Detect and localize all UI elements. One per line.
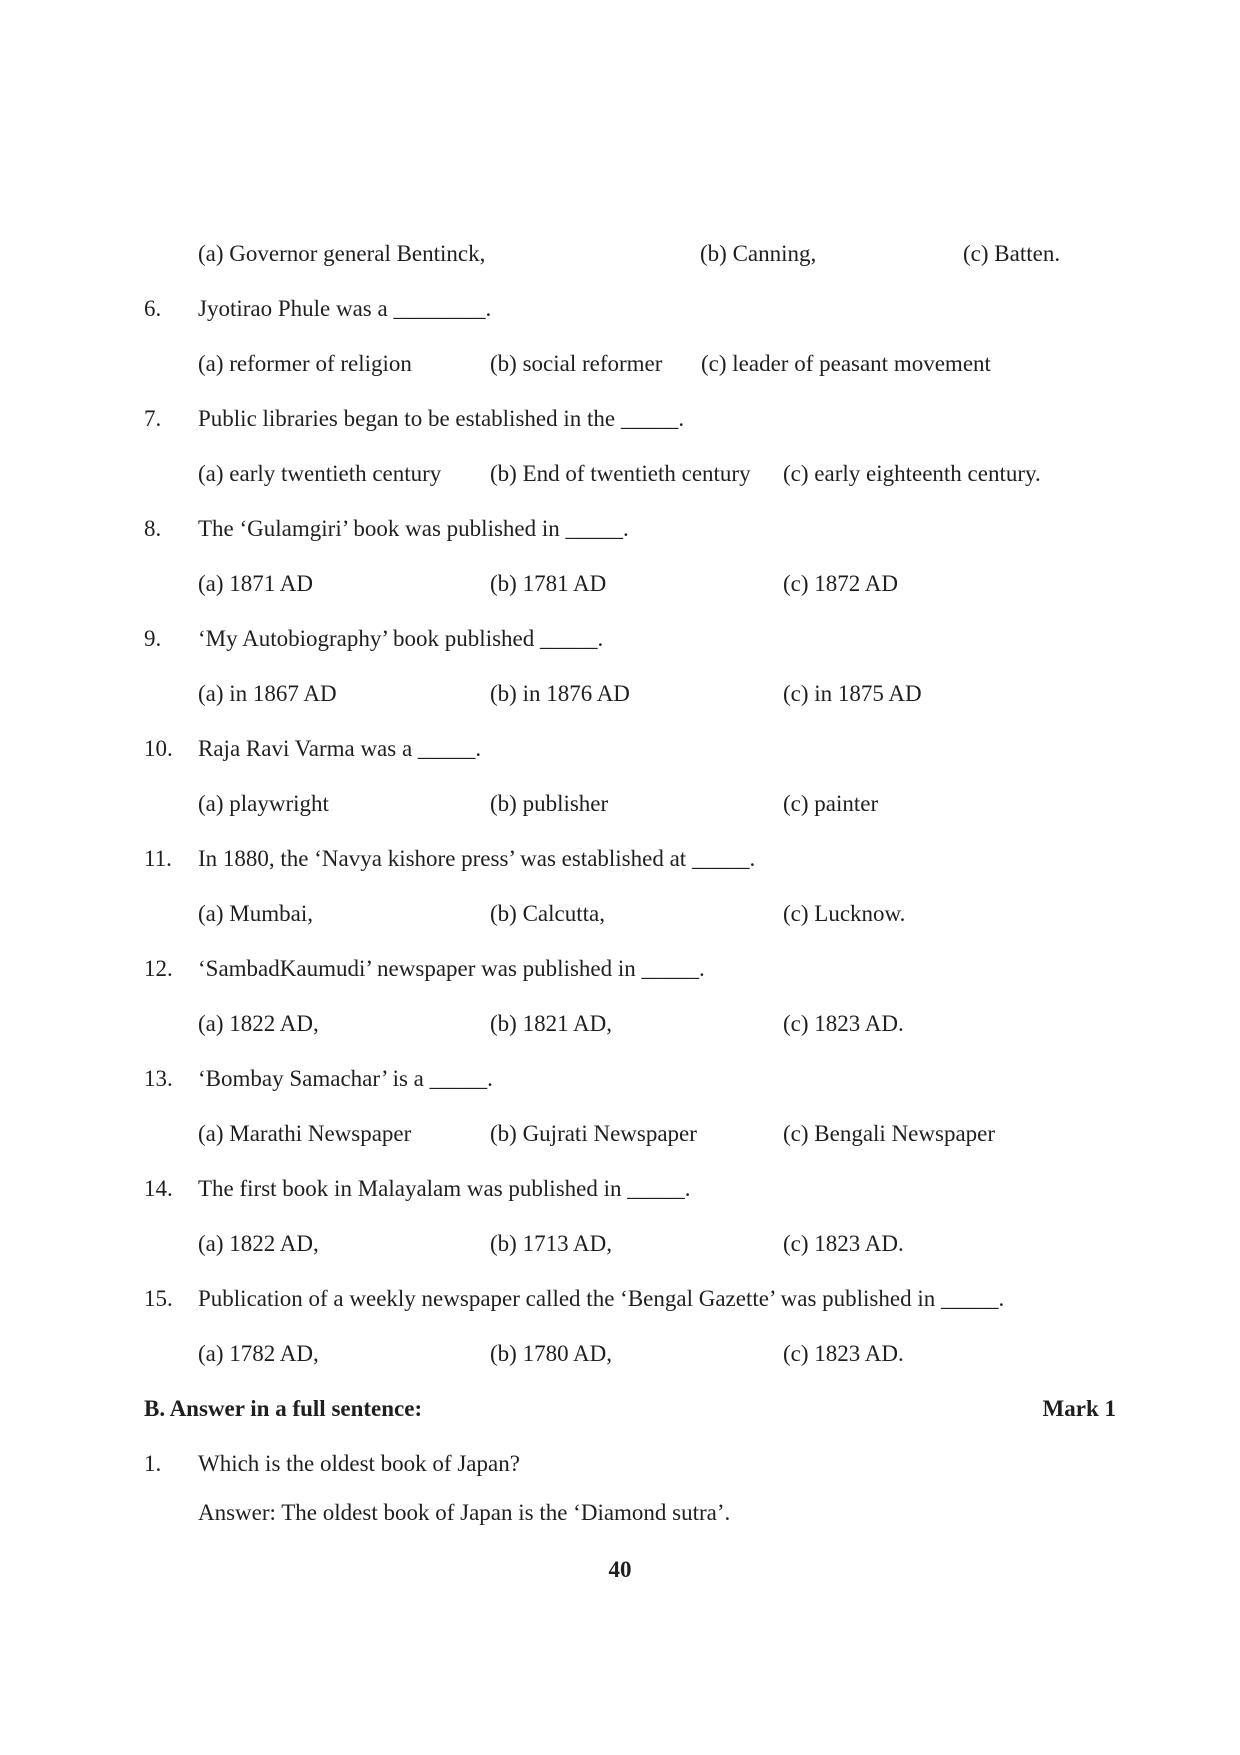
q15-option-a: (a) 1782 AD,	[198, 1341, 319, 1366]
page-number: 40	[608, 1557, 632, 1582]
q9-number: 9.	[144, 626, 162, 651]
q13-option-c: (c) Bengali Newspaper	[783, 1121, 996, 1146]
q12-text: ‘SambadKaumudi’ newspaper was published in _____.	[198, 956, 705, 981]
q11-text: In 1880, the ‘Navya kishore press’ was established at _____.	[198, 846, 756, 871]
q5-option-c: (c) Batten.	[963, 241, 1061, 266]
section-b-heading: B. Answer in a full sentence:	[144, 1396, 423, 1421]
q13-option-a: (a) Marathi Newspaper	[198, 1121, 412, 1146]
q6-number: 6.	[144, 296, 162, 321]
q11-option-a: (a) Mumbai,	[198, 901, 313, 926]
q9-option-b: (b) in 1876 AD	[490, 681, 630, 706]
q11-option-c: (c) Lucknow.	[783, 901, 906, 926]
q6-option-c: (c) leader of peasant movement	[701, 351, 991, 376]
q15-option-c: (c) 1823 AD.	[783, 1341, 904, 1366]
q8-option-c: (c) 1872 AD	[783, 571, 898, 596]
q11-number: 11.	[144, 846, 172, 871]
q10-text: Raja Ravi Varma was a _____.	[198, 736, 482, 761]
q6-option-a: (a) reformer of religion	[198, 351, 412, 376]
q14-number: 14.	[144, 1176, 173, 1201]
q7-option-c: (c) early eighteenth century.	[783, 461, 1041, 486]
q12-number: 12.	[144, 956, 173, 981]
q7-number: 7.	[144, 406, 162, 431]
q5-option-b: (b) Canning,	[700, 241, 817, 266]
q6-text: Jyotirao Phule was a ________.	[198, 296, 492, 321]
q11-option-b: (b) Calcutta,	[490, 901, 605, 926]
q12-option-c: (c) 1823 AD.	[783, 1011, 904, 1036]
q8-text: The ‘Gulamgiri’ book was published in _____.	[198, 516, 629, 541]
b-q1-answer: Answer: The oldest book of Japan is the ‘Diamond sutra’.	[198, 1500, 731, 1525]
q14-option-a: (a) 1822 AD,	[198, 1231, 319, 1256]
q9-option-c: (c) in 1875 AD	[783, 681, 922, 706]
b-q1-number: 1.	[144, 1451, 162, 1476]
q9-text: ‘My Autobiography’ book published _____.	[198, 626, 604, 651]
section-b-marks: Mark 1	[1042, 1396, 1116, 1421]
q10-number: 10.	[144, 736, 173, 761]
q10-option-b: (b) publisher	[490, 791, 609, 816]
q12-option-a: (a) 1822 AD,	[198, 1011, 319, 1036]
q7-option-b: (b) End of twentieth century	[490, 461, 751, 486]
q14-option-c: (c) 1823 AD.	[783, 1231, 904, 1256]
q13-option-b: (b) Gujrati Newspaper	[490, 1121, 697, 1146]
q8-number: 8.	[144, 516, 162, 541]
q15-number: 15.	[144, 1286, 173, 1311]
q15-option-b: (b) 1780 AD,	[490, 1341, 613, 1366]
q5-option-a: (a) Governor general Bentinck,	[198, 241, 486, 266]
q14-option-b: (b) 1713 AD,	[490, 1231, 613, 1256]
q15-text: Publication of a weekly newspaper called the ‘Bengal Gazette’ was published in _____.	[198, 1286, 1005, 1311]
q7-text: Public libraries began to be established in the _____.	[198, 406, 685, 431]
q10-option-a: (a) playwright	[198, 791, 329, 816]
q7-option-a: (a) early twentieth century	[198, 461, 442, 486]
q8-option-b: (b) 1781 AD	[490, 571, 607, 596]
q6-option-b: (b) social reformer	[490, 351, 663, 376]
q8-option-a: (a) 1871 AD	[198, 571, 313, 596]
b-q1-text: Which is the oldest book of Japan?	[198, 1451, 520, 1476]
q13-text: ‘Bombay Samachar’ is a _____.	[198, 1066, 493, 1091]
q14-text: The first book in Malayalam was published in _____.	[198, 1176, 691, 1201]
q10-option-c: (c) painter	[783, 791, 879, 816]
q12-option-b: (b) 1821 AD,	[490, 1011, 613, 1036]
q9-option-a: (a) in 1867 AD	[198, 681, 337, 706]
q13-number: 13.	[144, 1066, 173, 1091]
